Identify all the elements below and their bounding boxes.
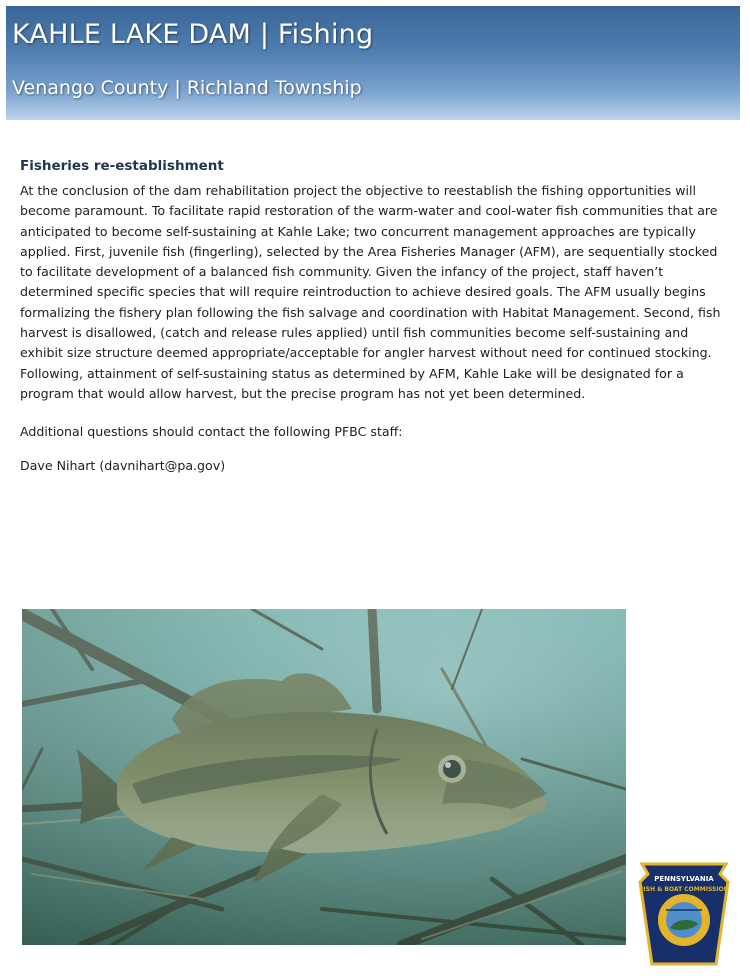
- section-paragraph: At the conclusion of the dam rehabilitation project the objective to reestablish the fishing opportunities will become paramount. To facilitate rapid restoration of the warm-water and cool-water fish communities that are anticipated to become self-sustaining at Kahle Lake; two concurrent management approaches are typically applied. First, juvenile fish (fingerling), selected by the Area Fisheries Manager (AFM), are sequentially stocked to facilitate development of a balanced fish community. Given the infancy of the project, staff haven’t determined specific species that will require reintroduction to achieve desired goals. The AFM usually begins formalizing the fishery plan following the fish salvage and coordination with Habitat Management. Second, fish harvest is disallowed, (catch and release rules applied) until fish communities become self-sustaining and exhibit size structure deemed appropriate/acceptable for angler harvest without need for continued stocking. Following, attainment of self-sustaining status as determined by AFM, Kahle Lake will be designated for a program that would allow harvest, but the precise program has not yet been determined.: [20, 183, 721, 401]
- keystone-badge-icon: [636, 860, 732, 970]
- contact-person: Dave Nihart (davnihart@pa.gov): [20, 458, 226, 474]
- bass-photo: [22, 609, 626, 945]
- page-title: KAHLE LAKE DAM | Fishing: [12, 19, 374, 50]
- pfbc-logo: [636, 860, 732, 970]
- logo-top-text: PENNSYLVANIA: [654, 875, 714, 883]
- section-heading: Fisheries re-establishment: [20, 158, 224, 174]
- logo-ring-text: FISH & BOAT COMMISSION: [639, 886, 729, 893]
- header-banner: [6, 6, 740, 120]
- main-content: [20, 158, 724, 490]
- bass-illustration: [22, 609, 626, 945]
- page-subtitle: Venango County | Richland Township: [12, 77, 362, 99]
- contact-intro: Additional questions should contact the following PFBC staff:: [20, 424, 403, 440]
